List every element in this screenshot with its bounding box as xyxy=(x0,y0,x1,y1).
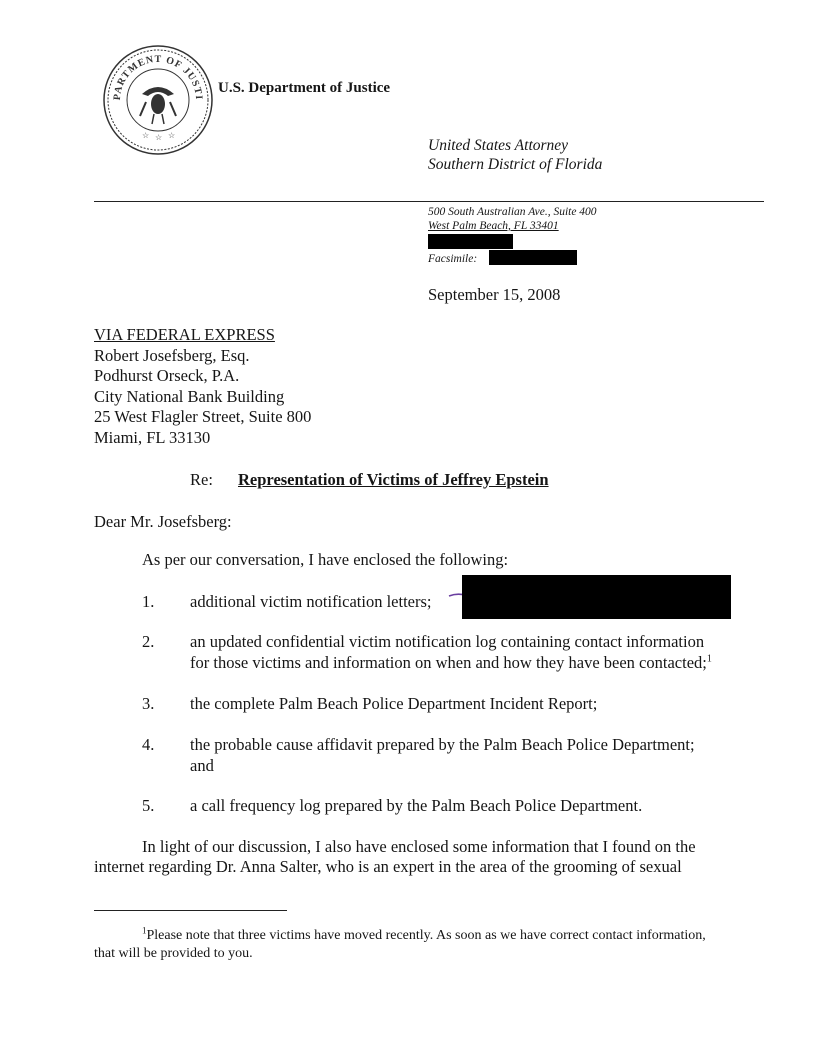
item-number: 4. xyxy=(142,735,155,754)
footnote xyxy=(94,927,724,963)
list-item-line-2: for those victims and information on when and how they have been contacted;$^1$ xyxy=(190,652,712,672)
address-block xyxy=(428,205,597,233)
fax-label: Facsimile: xyxy=(428,253,478,265)
list-item: the complete Palm Beach Police Department Incident Report; xyxy=(190,694,598,713)
re-subject: Representation of Victims of Jeffrey Epstein xyxy=(238,470,549,489)
recipient-name: Robert Josefsberg, Esq. xyxy=(94,345,250,365)
recipient-firm: Podhurst Orseck, P.A. xyxy=(94,366,240,385)
recipient-street: 25 West Flagler Street, Suite 800 xyxy=(94,407,312,426)
item-number: 2. xyxy=(142,632,155,651)
svg-text:☆: ☆ xyxy=(168,131,176,140)
list-item: a call frequency log prepared by the Palm Beach Police Department. xyxy=(190,796,643,815)
recipient-block xyxy=(94,325,311,448)
list-item: additional victim notification letters; xyxy=(190,592,432,611)
doj-seal-icon xyxy=(102,44,214,156)
office-block xyxy=(428,136,602,174)
item-number: 5. xyxy=(142,796,155,815)
footnote-text: Please note that three victims have moved recently. As soon as we have correct contact information, that will be provided to you. xyxy=(94,928,706,961)
office-line-1: United States Attorney xyxy=(428,137,569,154)
list-item-line-1: the probable cause affidavit prepared by the Palm Beach Police Department; xyxy=(190,735,695,754)
address-line-1: 500 South Australian Ave., Suite 400 xyxy=(428,206,597,218)
address-line-2: West Palm Beach, FL 33401 xyxy=(428,220,559,232)
redaction-fax xyxy=(489,250,577,265)
svg-text:☆: ☆ xyxy=(155,133,163,142)
redaction-phone xyxy=(428,234,513,249)
recipient-city: Miami, FL 33130 xyxy=(94,427,211,447)
item-number: 3. xyxy=(142,694,155,713)
footnote-divider xyxy=(94,910,287,911)
salutation: Dear Mr. Josefsberg: xyxy=(94,512,232,531)
closing-paragraph-line-1: In light of our discussion, I also have enclosed some information that I found on the xyxy=(142,837,696,856)
footnote-ref[interactable]: 1 xyxy=(706,653,712,664)
agency-name: U.S. Department of Justice xyxy=(218,80,391,96)
closing-paragraph-line-2: internet regarding Dr. Anna Salter, who is an expert in the area of the grooming of sexual xyxy=(94,857,682,876)
svg-text:☆: ☆ xyxy=(142,131,150,140)
list-item xyxy=(190,735,730,776)
intro-paragraph: As per our conversation, I have enclosed the following: xyxy=(142,550,509,569)
recipient-building: City National Bank Building xyxy=(94,386,285,406)
office-line-2: Southern District of Florida xyxy=(428,156,603,173)
letter-date: September 15, 2008 xyxy=(428,285,561,304)
seal-text: PARTMENT OF JUSTI xyxy=(111,53,205,101)
doj-seal xyxy=(102,44,214,156)
footnote-mark: 1 xyxy=(142,925,147,936)
item-number: 1. xyxy=(142,592,155,611)
list-item-line-2: and xyxy=(190,755,214,775)
letterhead-divider xyxy=(94,201,764,202)
redaction-item-1 xyxy=(462,575,731,619)
delivery-method: VIA FEDERAL EXPRESS xyxy=(94,325,275,344)
list-item xyxy=(190,632,730,673)
list-item-line-1: an updated confidential victim notification log containing contact information xyxy=(190,632,705,651)
re-label: Re: xyxy=(190,470,213,489)
